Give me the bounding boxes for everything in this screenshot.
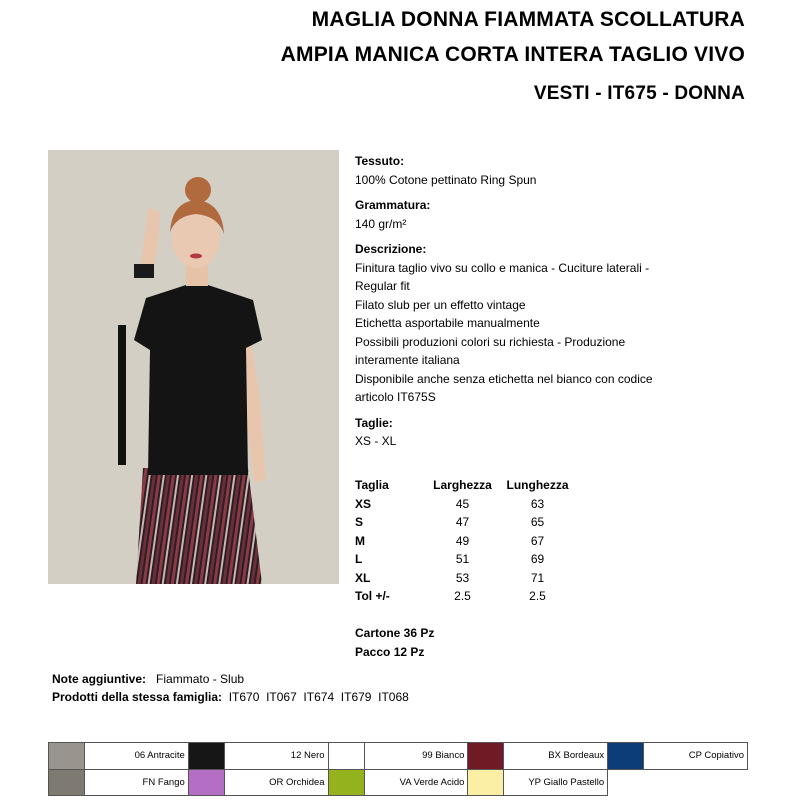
product-details: [355, 152, 695, 458]
color-name: FN Fango: [85, 769, 189, 796]
pacco-qty: Pacco 12 Pz: [355, 644, 425, 659]
empty-cell: [608, 769, 644, 796]
color-swatch[interactable]: [188, 743, 224, 770]
color-swatch[interactable]: [328, 769, 364, 796]
table-row: [355, 513, 580, 532]
striped-skirt: [136, 468, 262, 584]
product-code: VESTI - IT675 - DONNA: [533, 83, 745, 104]
table-row: [355, 587, 580, 606]
descrizione-line: Filato slub per un effetto vintage: [355, 297, 526, 312]
length-cell: 2.5: [529, 589, 546, 604]
note-value: Fiammato - Slub: [156, 672, 245, 686]
packaging-info: [355, 624, 434, 661]
tessuto-label: Tessuto:: [355, 154, 405, 168]
color-swatch[interactable]: [468, 769, 504, 796]
empty-cell: [644, 769, 748, 796]
model-illustration: [48, 150, 339, 584]
color-swatch[interactable]: [468, 743, 504, 770]
table-row: [355, 550, 580, 569]
color-name: 06 Antracite: [85, 743, 189, 770]
size-cell: S: [355, 515, 364, 530]
color-swatch[interactable]: [49, 769, 85, 796]
product-title-line-2: AMPIA MANICA CORTA INTERA TAGLIO VIVO: [280, 43, 745, 66]
size-cell: Tol +/-: [355, 589, 390, 604]
color-name: YP Giallo Pastello: [504, 769, 608, 796]
length-cell: 65: [530, 515, 545, 530]
header-cell: Taglia: [355, 478, 389, 493]
tessuto-value: 100% Cotone pettinato Ring Spun: [355, 172, 537, 187]
header-cell: Larghezza: [433, 478, 492, 493]
taglie-label: Taglie:: [355, 415, 393, 430]
note-label: Note aggiuntive:: [52, 672, 147, 686]
width-cell: 53: [455, 570, 470, 585]
color-name: 12 Nero: [224, 743, 328, 770]
descrizione-line: articolo IT675S: [355, 390, 436, 404]
color-name: 99 Bianco: [364, 743, 468, 770]
descrizione-line: Finitura taglio vivo su collo e manica - Cuciture laterali -: [355, 260, 650, 275]
color-swatch-table: [48, 742, 748, 796]
width-cell: 45: [455, 496, 470, 511]
table-row: [355, 532, 580, 551]
width-cell: 2.5: [454, 589, 471, 604]
width-cell: 47: [455, 515, 470, 530]
product-title-line-1: MAGLIA DONNA FIAMMATA SCOLLATURA: [311, 8, 745, 31]
descrizione-line: Etichetta asportabile manualmente: [355, 316, 540, 330]
grammatura-label: Grammatura:: [355, 198, 431, 212]
color-name: OR Orchidea: [224, 769, 328, 796]
descrizione-line: Disponibile anche senza etichetta nel bianco con codice: [355, 371, 653, 386]
size-cell: M: [355, 533, 365, 548]
table-row: [355, 569, 580, 588]
product-photo: [48, 150, 339, 584]
size-table: [355, 476, 580, 606]
descrizione-line: Regular fit: [355, 279, 410, 293]
width-cell: 49: [455, 533, 470, 548]
size-cell: XL: [355, 570, 371, 585]
family-label: Prodotti della stessa famiglia:: [52, 690, 223, 704]
size-table-header: [355, 476, 580, 495]
descrizione-line: Possibili produzioni colori su richiesta - Produzione: [355, 334, 626, 349]
size-cell: L: [355, 552, 363, 567]
taglie-value: XS - XL: [355, 434, 397, 448]
color-row: [49, 769, 748, 796]
length-cell: 71: [530, 570, 545, 585]
color-name: CP Copiativo: [644, 743, 748, 770]
black-tshirt: [134, 285, 262, 475]
color-swatch[interactable]: [608, 743, 644, 770]
notes-section: [52, 670, 409, 706]
table-row: [355, 495, 580, 514]
color-swatch[interactable]: [49, 743, 85, 770]
color-name: VA Verde Acido: [364, 769, 468, 796]
family-value: IT670 IT067 IT674 IT679 IT068: [228, 690, 409, 704]
length-cell: 69: [530, 552, 545, 567]
color-row: [49, 743, 748, 770]
color-name: BX Bordeaux: [504, 743, 608, 770]
size-cell: XS: [355, 496, 372, 511]
descrizione-line: interamente italiana: [355, 353, 460, 367]
width-cell: 51: [455, 552, 470, 567]
grammatura-value: 140 gr/m²: [355, 216, 407, 231]
descrizione-label: Descrizione:: [355, 242, 427, 256]
cartone-qty: Cartone 36 Pz: [355, 626, 435, 640]
length-cell: 63: [530, 496, 545, 511]
header-cell: Lunghezza: [506, 478, 569, 493]
color-swatch[interactable]: [328, 743, 364, 770]
length-cell: 67: [530, 533, 545, 548]
color-swatch[interactable]: [188, 769, 224, 796]
black-strap: [118, 325, 126, 465]
